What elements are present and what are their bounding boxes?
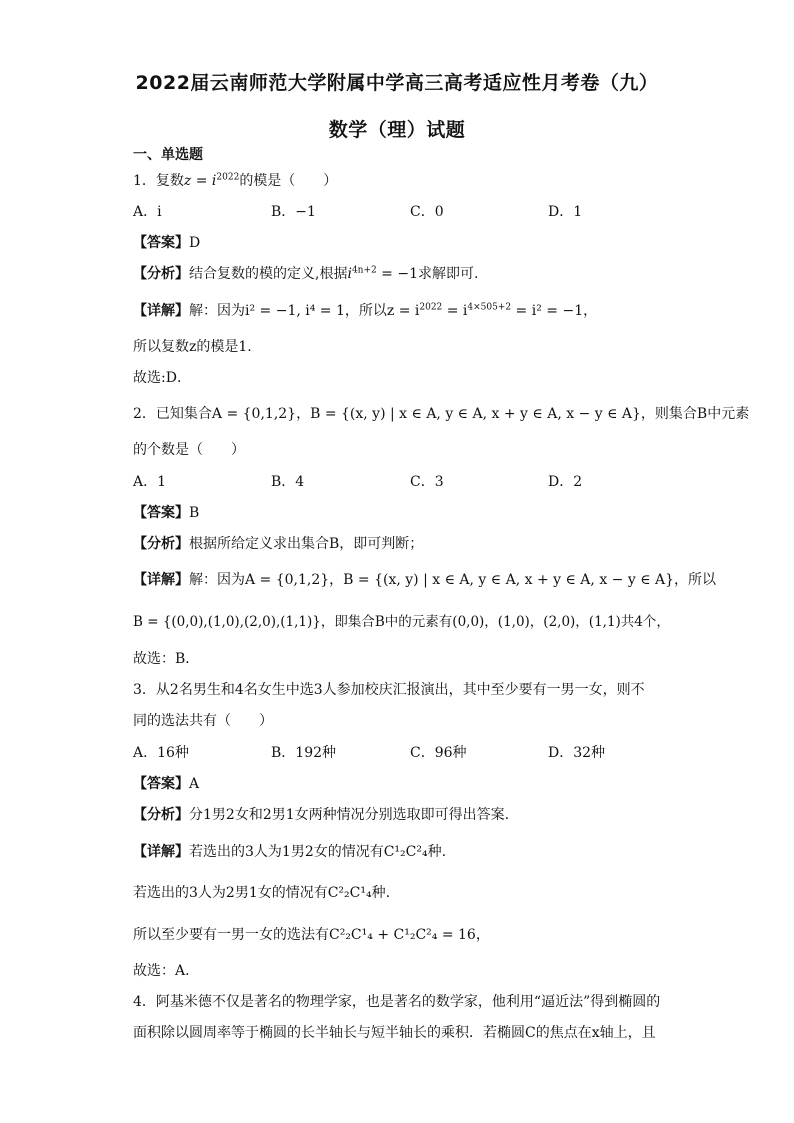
option-d: D．32种 — [548, 745, 606, 761]
option-b: B．192种 — [271, 745, 337, 761]
question-3-answer: 【答案】A — [133, 776, 200, 792]
option-b: B．−1 — [271, 204, 316, 220]
question-2-stem-line1: 2．已知集合A = {0,1,2}，B = {(x, y) | x ∈ A, y ∈ A, x + y ∈ A, x − y ∈ A}，则集合B中元素 — [133, 406, 750, 422]
question-3-stem-line1: 3．从2名男生和4名女生中选3人参加校庆汇报演出，其中至少要有一男一女，则不 — [133, 682, 645, 698]
exam-title: 2022届云南师范大学附属中学高三高考适应性月考卷（九） — [135, 72, 659, 94]
question-1-stem: 1．复数$z = i^{2022}$的模是（ ） — [133, 172, 338, 189]
question-3-detail-line2: 若选出的3人为2男1女的情况有C²₂C¹₄种. — [133, 885, 391, 901]
question-4-stem-line2: 面积除以圆周率等于椭圆的长半轴长与短半轴长的乘积．若椭圆C的焦点在x轴上，且 — [133, 1025, 656, 1041]
question-2-detail-line1: 【详解】解：因为A = {0,1,2}，B = {(x, y) | x ∈ A, y ∈ A, x + y ∈ A, x − y ∈ A}，所以 — [133, 572, 717, 588]
question-3-stem-line2: 同的选法共有（ ） — [133, 713, 273, 729]
question-2-choice: 故选：B． — [133, 651, 200, 667]
option-d: D．2 — [548, 474, 583, 490]
option-d: D．1 — [548, 204, 583, 220]
option-b: B．4 — [271, 474, 305, 490]
question-1-detail: 【详解】解：因为i² = −1, i⁴ = 1，所以$z = i^{2022} = i^{4\times 505+2} = i^2 = -1$， — [133, 302, 598, 319]
option-c: C．0 — [410, 204, 444, 220]
option-a: A．16种 — [133, 745, 189, 761]
question-3-detail-line3: 所以至少要有一男一女的选法有C²₂C¹₄ + C¹₂C²₄ = 16， — [133, 927, 490, 943]
question-3-choice: 故选：A． — [133, 963, 200, 979]
option-c: C．96种 — [410, 745, 467, 761]
question-4-stem-line1: 4．阿基米德不仅是著名的物理学家，也是著名的数学家，他利用“逼近法”得到椭圆的 — [133, 994, 661, 1010]
question-1-analysis: 【分析】结合复数的模的定义,根据$i^{4n+2} = -1$求解即可. — [133, 265, 479, 282]
question-1-conclusion: 所以复数z的模是1. — [133, 339, 252, 355]
question-3-analysis: 【分析】分1男2女和2男1女两种情况分别选取即可得出答案. — [133, 807, 510, 823]
option-c: C．3 — [410, 474, 444, 490]
option-a: A．i — [133, 204, 162, 220]
question-3-detail-line1: 【详解】若选出的3人为1男2女的情况有C¹₂C²₄种. — [133, 844, 447, 860]
section-heading: 一、单选题 — [133, 147, 203, 163]
exam-subtitle: 数学（理）试题 — [328, 119, 466, 141]
question-2-stem-line2: 的个数是（ ） — [133, 442, 245, 458]
question-2-detail-line2: B = {(0,0),(1,0),(2,0),(1,1)}，即集合B中的元素有(0,0)，(1,0)，(2,0)，(1,1)共4个， — [133, 614, 670, 630]
question-2-answer: 【答案】B — [133, 505, 200, 521]
option-a: A．1 — [133, 474, 167, 490]
question-1-choice: 故选:D． — [133, 370, 191, 386]
question-2-analysis: 【分析】根据所给定义求出集合B，即可判断； — [133, 536, 424, 552]
question-1-answer: 【答案】D — [133, 235, 201, 251]
